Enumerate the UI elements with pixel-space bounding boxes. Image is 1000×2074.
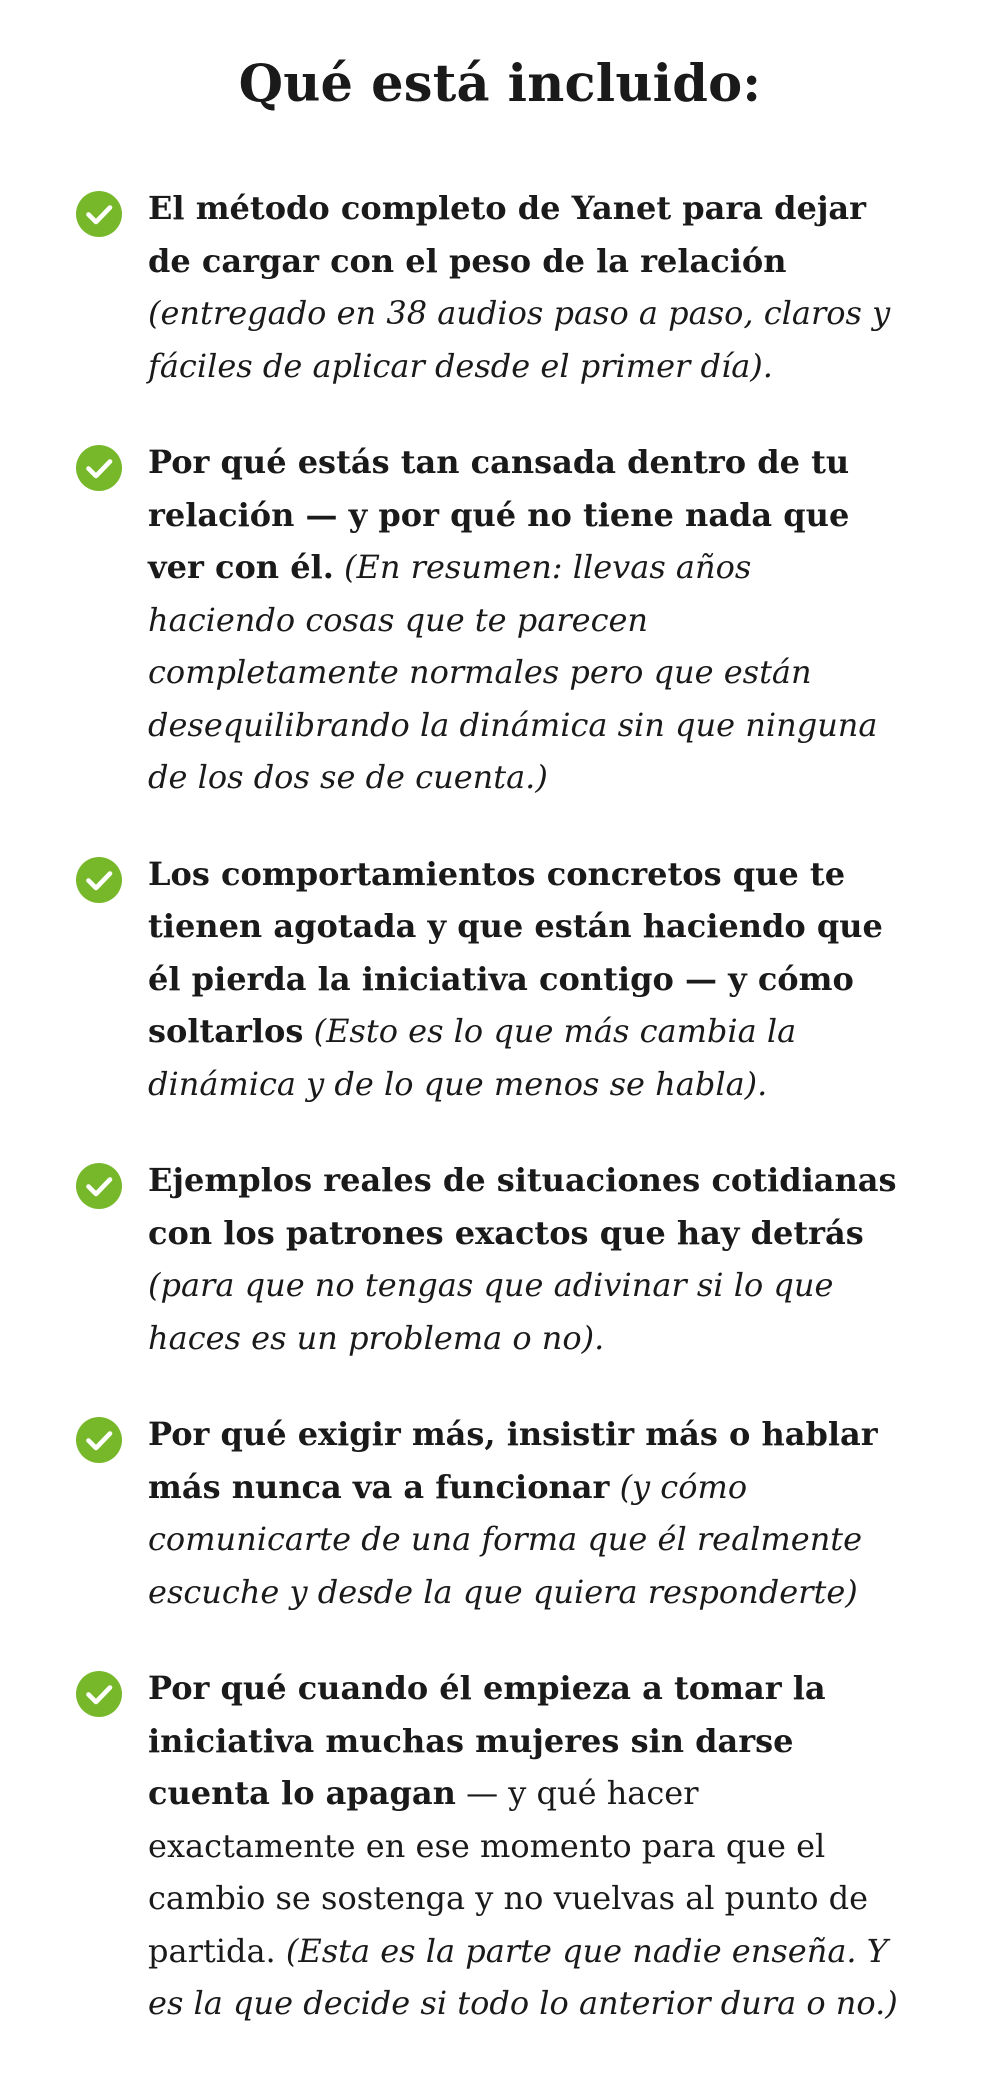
item-normal-text: — y qué hacer exactamente en ese momento para que el cambio se sostenga y no vuelvas al punto de partida. [148,1774,869,1970]
included-list [0,182,1000,2074]
item-italic-text: (En resumen: llevas años haciendo cosas que te parecen completamente normales pero que están desequilibrando la dinámica sin que ninguna de los dos se de cuenta.) [148,548,878,796]
check-circle-icon [76,1417,122,1463]
item-italic-text: (Esta es la parte que nadie enseña. Y es la que decide si todo lo anterior dura o no.) [148,1931,898,2022]
list-item [0,436,1000,804]
item-italic-text: (y cómo comunicarte de una forma que él realmente escuche y desde la que quiera responderte) [148,1467,863,1611]
item-italic-text: (para que no tengas que adivinar si lo que haces es un problema o no). [148,1266,834,1357]
check-circle-icon [76,191,122,237]
item-bold-text: Por qué estás tan cansada dentro de tu relación — y por qué no tiene nada que ver con él. [148,443,850,586]
list-item [0,1408,1000,1618]
item-italic-text: (Esto es lo que más cambia la dinámica y de lo que menos se habla). [148,1012,797,1103]
item-bold-text: Ejemplos reales de situaciones cotidianas con los patrones exactos que hay detrás [148,1161,897,1252]
item-bold-text: Los comportamientos concretos que te tienen agotada y que están haciendo que él pierda la iniciativa contigo — y cómo soltarlos [148,854,883,1050]
section-title: Qué está incluido: [238,54,762,114]
list-item [0,1154,1000,1364]
item-bold-text: Por qué cuando él empieza a tomar la iniciativa muchas mujeres sin darse cuenta lo apagan [148,1669,826,1812]
check-circle-icon [76,1671,122,1717]
list-item [0,848,1000,1111]
check-circle-icon [76,1163,122,1209]
item-bold-text: Por qué exigir más, insistir más o hablar más nunca va a funcionar [148,1415,878,1506]
check-circle-icon [76,445,122,491]
list-item [0,182,1000,392]
item-bold-text: El método completo de Yanet para dejar de cargar con el peso de la relación [148,189,866,280]
item-italic-text: (entregado en 38 audios paso a paso, claros y fáciles de aplicar desde el primer día). [148,294,891,385]
list-item [0,1662,1000,2030]
check-circle-icon [76,857,122,903]
